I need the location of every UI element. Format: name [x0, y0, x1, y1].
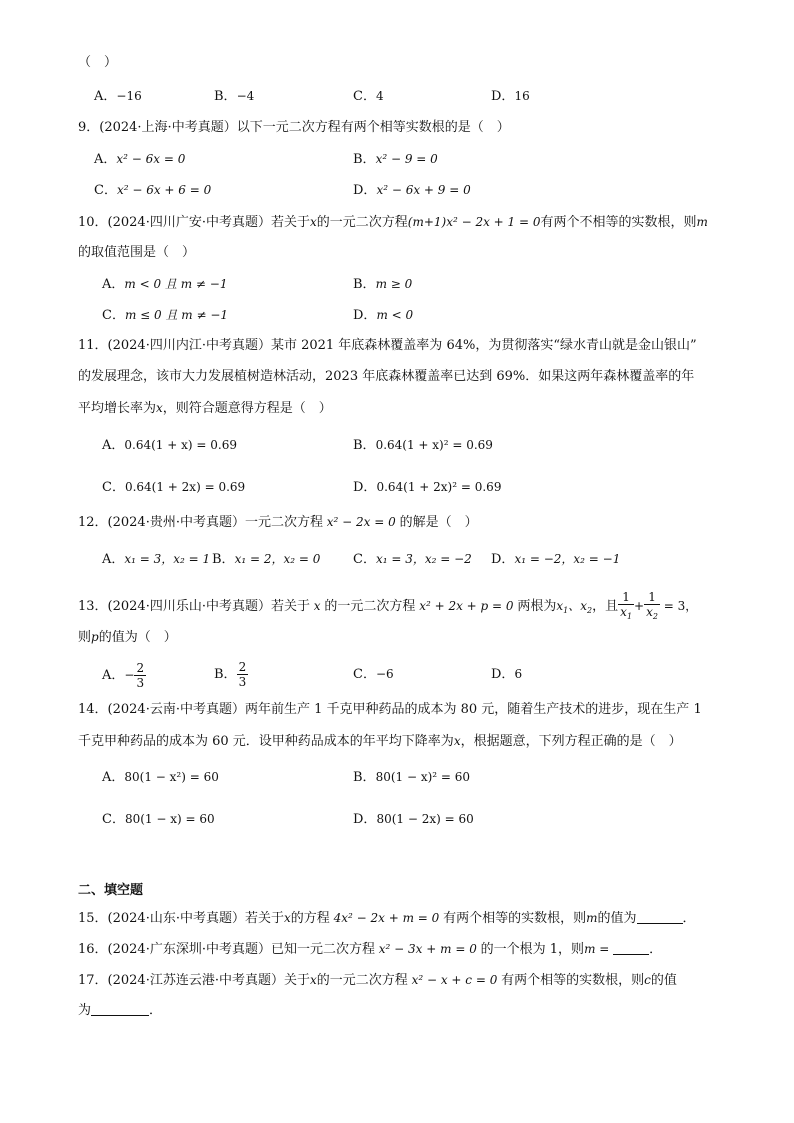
- q11-line3: 平均增长率为x，则符合题意得方程是（ ）: [78, 401, 332, 416]
- q12-option-d: D．x₁ = −2，x₂ = −1: [491, 552, 621, 567]
- q10-stem-line2: 的取值范围是（ ）: [78, 245, 196, 260]
- q14-option-d: D．80(1 − 2x) = 60: [353, 812, 474, 827]
- q8-option-a: A．−16: [94, 89, 142, 104]
- q12-option-c: C．x₁ = 3，x₂ = −2: [353, 552, 472, 567]
- q9-option-b: B．x² − 9 = 0: [353, 152, 438, 167]
- q16-stem: 16．(2024·广东深圳·中考真题）已知一元二次方程 x² − 3x + m = 0 的一个根为 1，则m = ．: [78, 942, 663, 957]
- q10-stem: 10．(2024·四川广安·中考真题）若关于x的一元二次方程(m+1)x² − 2x + 1 = 0有两个不相等的实数根，则m: [78, 215, 708, 230]
- q11-option-a: A．0.64(1 + x) = 0.69: [102, 438, 237, 453]
- q13-option-c: C．−6: [353, 667, 394, 682]
- fraction-1-over-x1: $\frac{1}{x_1}$: [620, 589, 633, 621]
- q9-option-a: A．x² − 6x = 0: [94, 152, 186, 167]
- q15-answer-blank[interactable]: [637, 909, 683, 924]
- q8-option-b: B．−4: [214, 89, 255, 104]
- q8-stem-tail: （ ）: [78, 55, 118, 70]
- q16-answer-blank[interactable]: [613, 940, 649, 955]
- q17-stem-line2: 为 ．: [78, 1003, 163, 1018]
- q13-stem-line2: 则p的值为（ ）: [78, 630, 177, 645]
- q12-option-a: A．x₁ = 3，x₂ = 1: [102, 552, 211, 567]
- q11-option-c: C．0.64(1 + 2x) = 0.69: [102, 480, 246, 495]
- q12-stem: 12．(2024·贵州·中考真题）一元二次方程 x² − 2x = 0 的解是（ ）: [78, 515, 478, 530]
- q11-option-b: B．0.64(1 + x)² = 0.69: [353, 438, 493, 453]
- q14-option-c: C．80(1 − x) = 60: [102, 812, 215, 827]
- q14-option-b: B．80(1 − x)² = 60: [353, 770, 471, 785]
- q17-stem: 17．(2024·江苏连云港·中考真题）关于x的一元二次方程 x² − x + c = 0 有两个相等的实数根，则c的值: [78, 973, 677, 988]
- q9-stem: 9．(2024·上海·中考真题）以下一元二次方程有两个相等实数根的是（ ）: [78, 120, 510, 135]
- q14-line2: 千克甲种药品的成本为 60 元．设甲种药品成本的年平均下降率为x，根据题意，下列方程正确的是（ ）: [78, 734, 682, 749]
- q8-option-d: D．16: [491, 89, 530, 104]
- q13-stem: 13．(2024·四川乐山·中考真题）若关于 x 的一元二次方程 x² + 2x + p = 0 两根为$x_1$、$x_2$，且 $\frac{1}{x_1}$ + $\frac{1}{x_2}$ = 3，: [78, 589, 697, 623]
- q9-option-c: C．x² − 6x + 6 = 0: [94, 183, 212, 198]
- q9-option-d: D．x² − 6x + 9 = 0: [353, 183, 471, 198]
- fraction-1-over-x2: $\frac{1}{x_2}$: [646, 589, 658, 621]
- q10-option-a: A．m < 0 且 m ≠ −1: [102, 277, 228, 292]
- q11-line2: 的发展理念，该市大力发展植树造林活动，2023 年底森林覆盖率已达到 69%．如果这两年森林覆盖率的年: [78, 369, 695, 384]
- q13-option-a: A．− $\frac{2}{3}$: [102, 661, 145, 690]
- q14-line1: 14．(2024·云南·中考真题）两年前生产 1 千克甲种药品的成本为 80 元，随着生产技术的进步，现在生产 1: [78, 702, 702, 717]
- q10-option-b: B．m ≥ 0: [353, 277, 413, 292]
- q17-answer-blank[interactable]: [91, 1001, 149, 1016]
- section-title-fill-in: 二、填空题: [78, 883, 144, 898]
- q13-option-d: D．6: [491, 667, 523, 682]
- q15-stem: 15．(2024·山东·中考真题）若关于x的方程 4x² − 2x + m = 0 有两个相等的实数根，则m的值为 ．: [78, 911, 696, 926]
- q13-option-b: B． $\frac{2}{3}$: [214, 660, 247, 689]
- q11-line1: 11．(2024·四川内江·中考真题）某市 2021 年底森林覆盖率为 64%，为贯彻落实“绿水青山就是金山银山”: [78, 338, 697, 353]
- q14-option-a: A．80(1 − x²) = 60: [102, 770, 219, 785]
- q12-option-b: B．x₁ = 2，x₂ = 0: [212, 552, 321, 567]
- q8-option-c: C．4: [353, 89, 384, 104]
- q10-option-d: D．m < 0: [353, 308, 414, 323]
- q10-option-c: C．m ≤ 0 且 m ≠ −1: [102, 308, 229, 323]
- q11-option-d: D．0.64(1 + 2x)² = 0.69: [353, 480, 502, 495]
